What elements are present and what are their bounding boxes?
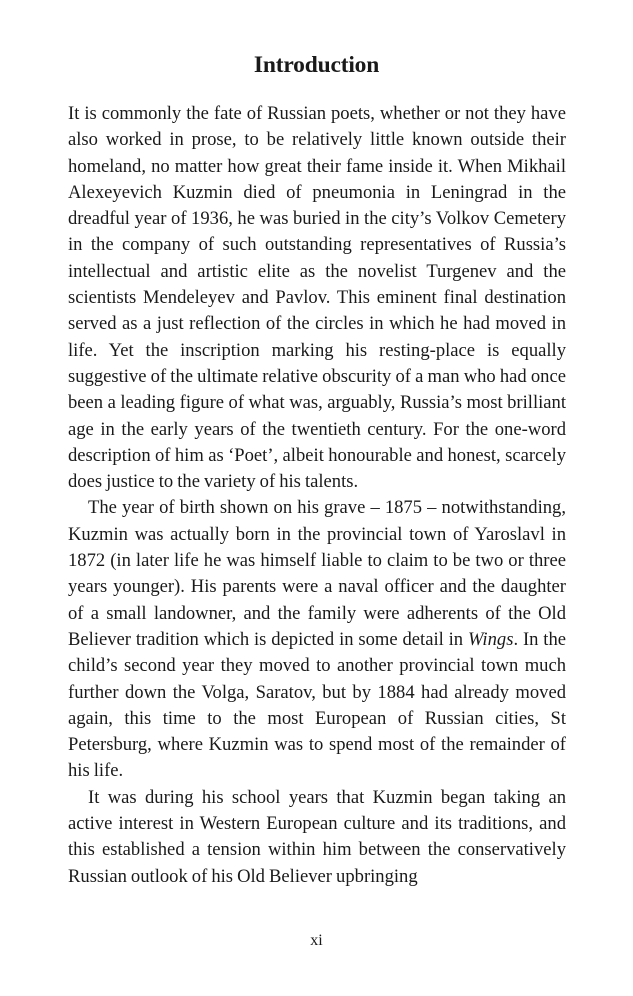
- paragraph-1: [68, 101, 566, 495]
- paragraph-3-text: It was during his school years that Kuzmin began taking an active interest in Western European culture and its traditions, and this established a tension within him between the conservatively Russian outlook of his Old Believer upbringing: [68, 786, 566, 887]
- paragraph-1-text: It is commonly the fate of Russian poets, whether or not they have also worked in prose, to be relatively little known outside their homeland, no matter how great their fame inside it. When Mikhail Alexeyevich Kuzmin died of pneumonia in Leningrad in the dreadful year of 1936, he was buried in the city’s Volkov Cemetery in the company of such outstanding representatives of Russia’s intellectual and artistic elite as the novelist Turgenev and the scientists Mendeleyev and Pavlov. This eminent final destination served as a just reflection of the circles in which he had moved in life. Yet the inscription marking his resting-place is equally suggestive of the ultimate relative obscurity of a man who had once been a leading figure of what was, arguably, Russia’s most brilliant age in the early years of the twentieth century. For the one-word description of him as ‘Poet’, albeit honourable and honest, scarcely does justice to the variety of his talents.: [68, 103, 566, 493]
- paragraph-3: [68, 785, 566, 890]
- body-text: [68, 101, 566, 890]
- page-number: xi: [310, 932, 323, 949]
- book-title-wings: Wings: [467, 628, 514, 650]
- paragraph-2-text-b: . In the child’s second year they moved to another provincial town much further down the Volga, Saratov, but by 1884 had already moved again, this time to the most European of Russian cities, St Petersburg, where Kuzmin was to spend most of the remainder of his life.: [68, 628, 566, 782]
- paragraph-2: [68, 495, 566, 784]
- paragraph-2-text-a: The year of birth shown on his grave – 1875 – notwithstanding, Kuzmin was actually born in the provincial town of Yaroslavl in 1872 (in later life he was himself liable to claim to be two or three years younger). His parents were a naval officer and the daughter of a small landowner, and the family were adherents of the Old Believer tradition which is depicted in some detail in: [68, 497, 566, 650]
- page-title: Introduction: [253, 52, 380, 78]
